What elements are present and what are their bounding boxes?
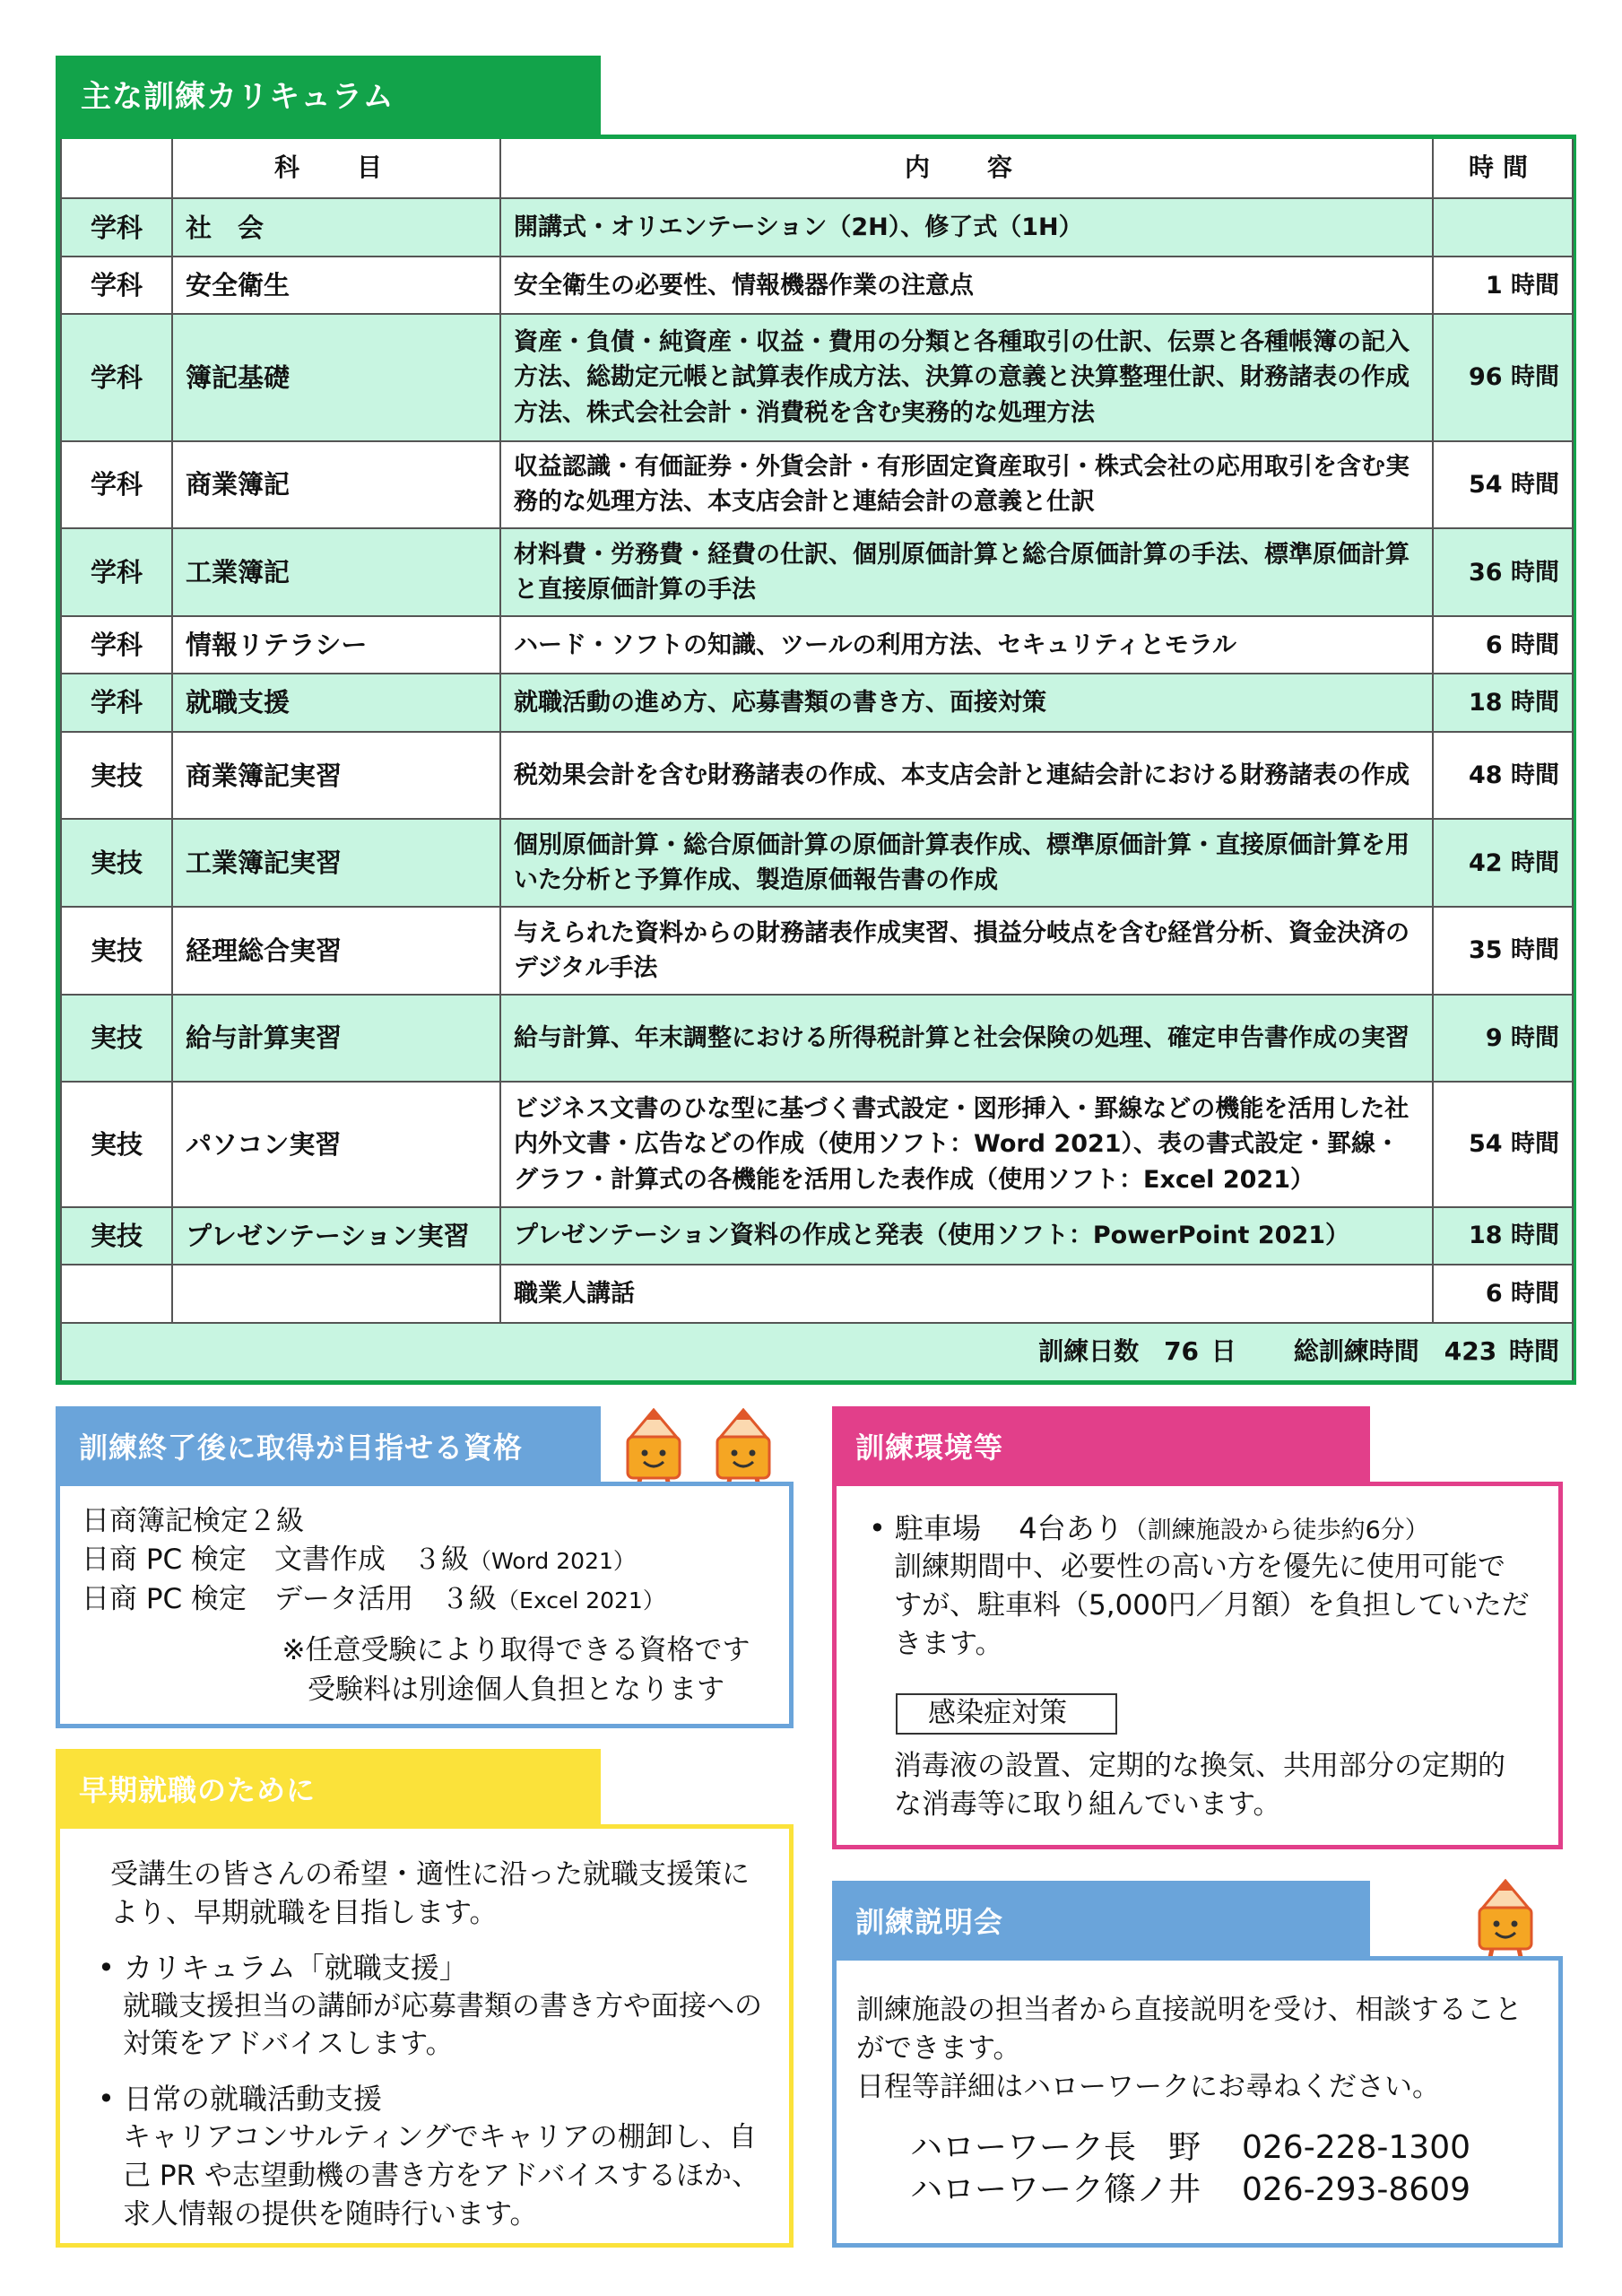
contact-phone: 026-228-1300 <box>1242 2129 1471 2167</box>
category-cell: 実技 <box>61 995 172 1083</box>
qualification-item: 日商 PC 検定 文書作成 ３級（Word 2021） <box>82 1544 636 1577</box>
table-row <box>61 1207 1573 1265</box>
qualifications-title: 訓練終了後に取得が目指せる資格 <box>56 1406 601 1489</box>
category-cell <box>61 1265 172 1323</box>
table-row <box>61 257 1573 314</box>
category-cell: 実技 <box>61 819 172 907</box>
time-cell: 18 時間 <box>1433 674 1573 731</box>
category-cell: 学科 <box>61 257 172 314</box>
content-cell: 材料費・労務費・経費の仕訳、個別原価計算と総合原価計算の手法、標準原価計算と直接原価計算の手法 <box>500 528 1433 616</box>
subject-cell: 工業簿記実習 <box>172 819 500 907</box>
time-cell: 96 時間 <box>1433 314 1573 440</box>
table-row <box>61 616 1573 674</box>
infection-label: 感染症対策 <box>896 1693 1117 1735</box>
content-cell: 税効果会計を含む財務諸表の作成、本支店会計と連結会計における財務諸表の作成 <box>500 732 1433 820</box>
qualification-item: 日商簿記検定２級 <box>82 1505 304 1537</box>
qualifications-box <box>56 1482 794 1728</box>
subject-cell: 商業簿記 <box>172 441 500 529</box>
time-cell: 18 時間 <box>1433 1207 1573 1265</box>
time-cell: 48 時間 <box>1433 732 1573 820</box>
time-cell: 1 時間 <box>1433 257 1573 314</box>
support-item-heading: • カリキュラム「就職支援」 <box>98 1950 468 1985</box>
qualification-note: ※任意受験により取得できる資格です 受験料は別途個人負担となります <box>282 1634 750 1706</box>
time-cell: 54 時間 <box>1433 1082 1573 1206</box>
category-cell: 学科 <box>61 616 172 674</box>
table-row <box>61 198 1573 256</box>
qualification-item: 日商 PC 検定 データ活用 ３級（Excel 2021） <box>82 1582 665 1615</box>
early-employment-title: 早期就職のために <box>56 1749 601 1831</box>
category-cell: 学科 <box>61 314 172 440</box>
content-cell: プレゼンテーション資料の作成と発表（使用ソフト：PowerPoint 2021） <box>500 1207 1433 1265</box>
curriculum-table-frame <box>56 135 1576 1385</box>
total-row <box>61 1323 1573 1380</box>
table-row <box>61 732 1573 820</box>
subject-cell: パソコン実習 <box>172 1082 500 1206</box>
parking-heading: • 駐車場 4台あり（訓練施設から徒歩約6分） <box>869 1511 1429 1545</box>
content-cell: 開講式・オリエンテーション（2H）、修了式（1H） <box>500 198 1433 256</box>
content-cell: 資産・負債・純資産・収益・費用の分類と各種取引の仕訳、伝票と各種帳簿の記入方法、総勘定元帳と試算表作成方法、決算の意義と決算整理仕訳、財務諸表の作成方法、株式会社会計・消費税を含む実務的な処理方法 <box>500 314 1433 440</box>
category-cell: 学科 <box>61 198 172 256</box>
subject-cell: 安全衛生 <box>172 257 500 314</box>
time-cell: 6 時間 <box>1433 1265 1573 1323</box>
table-row <box>61 907 1573 995</box>
briefing-text-2: 日程等詳細はハローワークにお尋ねください。 <box>856 2070 1440 2103</box>
subject-cell: 簿記基礎 <box>172 314 500 440</box>
subject-cell: 就職支援 <box>172 674 500 731</box>
table-row <box>61 441 1573 529</box>
subject-cell: 社 会 <box>172 198 500 256</box>
infection-text: 消毒液の設置、定期的な換気、共用部分の定期的な消毒等に取り組んでいます。 <box>894 1750 1505 1822</box>
category-cell: 学科 <box>61 441 172 529</box>
support-item-heading: • 日常の就職活動支援 <box>98 2082 383 2117</box>
support-item-text: 就職支援担当の講師が応募書類の書き方や面接への対策をアドバイスします。 <box>123 1989 762 2061</box>
table-row <box>61 314 1573 440</box>
table-row <box>61 1265 1573 1323</box>
environment-box <box>832 1482 1563 1849</box>
header-category <box>61 139 172 198</box>
table-header-row <box>61 139 1573 198</box>
time-cell: 42 時間 <box>1433 819 1573 907</box>
category-cell: 実技 <box>61 1207 172 1265</box>
table-row <box>61 995 1573 1083</box>
content-cell: 収益認識・有価証券・外貨会計・有形固定資産取引・株式会社の応用取引を含む実務的な処理方法、本支店会計と連結会計の意義と仕訳 <box>500 441 1433 529</box>
content-cell: 安全衛生の必要性、情報機器作業の注意点 <box>500 257 1433 314</box>
header-content: 内 容 <box>500 139 1433 198</box>
support-item-text: キャリアコンサルティングでキャリアの棚卸し、自己 PR や志望動機の書き方をアドバイスするほか、求人情報の提供を随時行います。 <box>123 2121 760 2231</box>
content-cell: 給与計算、年末調整における所得税計算と社会保険の処理、確定申告書作成の実習 <box>500 995 1433 1083</box>
header-subject: 科 目 <box>172 139 500 198</box>
contact-phone: 026-293-8609 <box>1242 2171 1471 2209</box>
time-cell: 35 時間 <box>1433 907 1573 995</box>
curriculum-table <box>60 139 1574 1380</box>
subject-cell: 給与計算実習 <box>172 995 500 1083</box>
total-days: 訓練日数 76 日 <box>1038 1335 1236 1366</box>
time-cell: 9 時間 <box>1433 995 1573 1083</box>
time-cell: 6 時間 <box>1433 616 1573 674</box>
total-hours: 総訓練時間 423 時間 <box>1293 1335 1559 1366</box>
early-employment-box <box>56 1824 794 2248</box>
content-cell: 与えられた資料からの財務諸表作成実習、損益分岐点を含む経営分析、資金決済のデジタル手法 <box>500 907 1433 995</box>
header-time: 時間 <box>1433 139 1573 198</box>
contact-name: ハローワーク篠ノ井 <box>910 2171 1201 2209</box>
pencil-mascot-icon <box>1470 1879 1540 1969</box>
briefing-box <box>832 1956 1563 2248</box>
table-row <box>61 1082 1573 1206</box>
time-cell: 36 時間 <box>1433 528 1573 616</box>
curriculum-rows <box>61 198 1573 1322</box>
content-cell: ハード・ソフトの知識、ツールの利用方法、セキュリティとモラル <box>500 616 1433 674</box>
early-intro: 受講生の皆さんの希望・適性に沿った就職支援策により、早期就職を目指します。 <box>110 1858 750 1929</box>
subject-cell: 商業簿記実習 <box>172 732 500 820</box>
content-cell: 就職活動の進め方、応募書類の書き方、面接対策 <box>500 674 1433 731</box>
subject-cell: プレゼンテーション実習 <box>172 1207 500 1265</box>
category-cell: 実技 <box>61 1082 172 1206</box>
briefing-text: 訓練施設の担当者から直接説明を受け、相談することができます。 <box>856 1994 1522 2065</box>
category-cell: 学科 <box>61 674 172 731</box>
category-cell: 実技 <box>61 732 172 820</box>
curriculum-title: 主な訓練カリキュラム <box>56 56 601 138</box>
table-row <box>61 674 1573 731</box>
contact-row <box>856 2127 1537 2212</box>
subject-cell: 経理総合実習 <box>172 907 500 995</box>
parking-text: 訓練期間中、必要性の高い方を優先に使用可能ですが、駐車料（5,000円／月額）を負担していただきます。 <box>894 1551 1530 1660</box>
subject-cell <box>172 1265 500 1323</box>
total-cell <box>61 1323 1573 1380</box>
category-cell: 実技 <box>61 907 172 995</box>
category-cell: 学科 <box>61 528 172 616</box>
subject-cell: 情報リテラシー <box>172 616 500 674</box>
time-cell <box>1433 198 1573 256</box>
table-row <box>61 528 1573 616</box>
subject-cell: 工業簿記 <box>172 528 500 616</box>
content-cell: 個別原価計算・総合原価計算の原価計算表作成、標準原価計算・直接原価計算を用いた分析と予算作成、製造原価報告書の作成 <box>500 819 1433 907</box>
table-row <box>61 819 1573 907</box>
briefing-title: 訓練説明会 <box>832 1881 1370 1963</box>
contact-name: ハローワーク長 野 <box>910 2129 1201 2167</box>
environment-title: 訓練環境等 <box>832 1406 1370 1489</box>
content-cell: ビジネス文書のひな型に基づく書式設定・図形挿入・罫線などの機能を活用した社内外文書・広告などの作成（使用ソフト：Word 2021）、表の書式設定・罫線・グラフ・計算式の各機能を活用した表作成（使用ソフト：Excel 2021） <box>500 1082 1433 1206</box>
time-cell: 54 時間 <box>1433 441 1573 529</box>
content-cell: 職業人講話 <box>500 1265 1433 1323</box>
